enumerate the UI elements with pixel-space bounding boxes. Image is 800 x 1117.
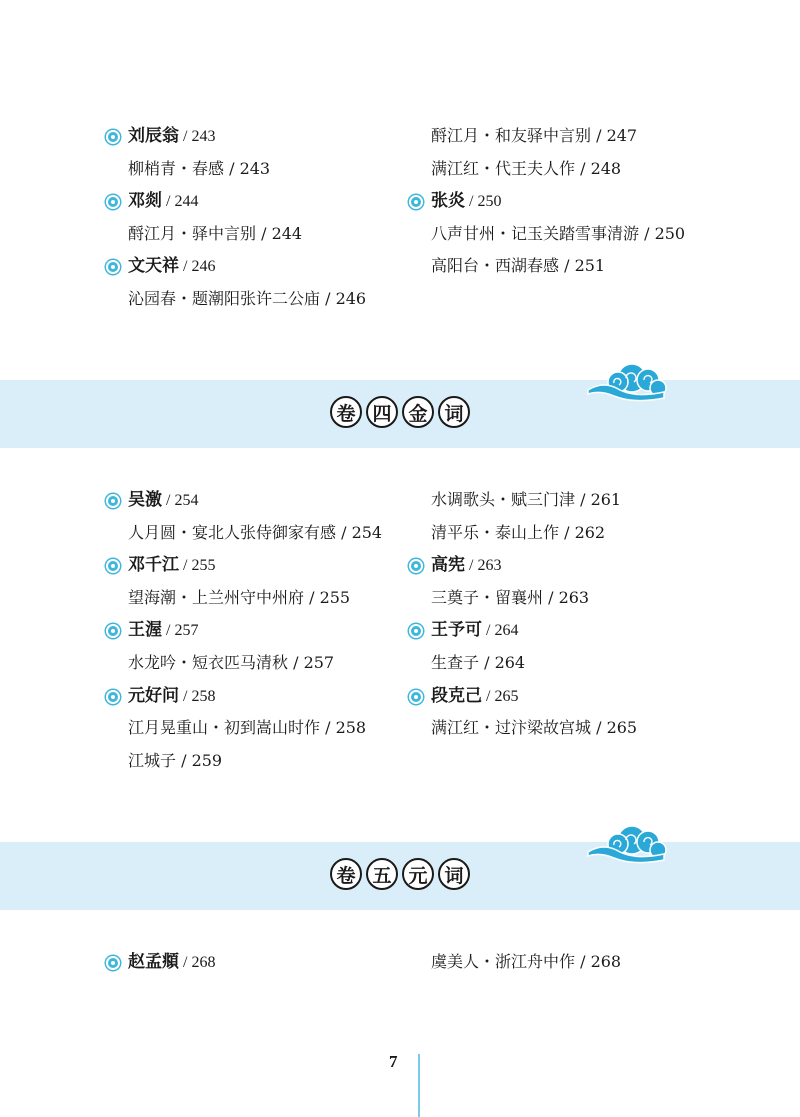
toc-author xyxy=(128,620,198,641)
volume-title-char: 词 xyxy=(438,858,470,890)
toc-poem-title: 江城子 / 259 xyxy=(128,750,223,770)
bullet-icon xyxy=(411,626,421,636)
bullet-icon xyxy=(108,197,118,207)
toc-poem-title: 清平乐・泰山上作 / 262 xyxy=(431,522,606,542)
bullet-icon xyxy=(108,262,118,272)
author-page: / 246 xyxy=(179,258,216,276)
author-page: / 243 xyxy=(179,128,216,145)
bullet-icon xyxy=(411,561,421,571)
author-page: / 265 xyxy=(482,687,519,705)
bullet-icon xyxy=(411,197,421,207)
toc-poem-title: 酹江月・和友驿中言别 / 247 xyxy=(431,126,638,145)
footer-divider xyxy=(418,1054,420,1117)
toc-poem-title: 望海潮・上兰州守中州府 / 255 xyxy=(128,587,351,607)
author-name: 刘辰翁 xyxy=(128,126,179,146)
author-name: 邓千江 xyxy=(128,555,179,576)
toc-poem-title: 酹江月・驿中言别 / 244 xyxy=(128,223,303,243)
author-name: 高宪 xyxy=(431,555,465,576)
toc-author xyxy=(431,686,518,707)
bullet-icon xyxy=(108,496,118,506)
author-name: 吴激 xyxy=(128,490,162,510)
toc-author xyxy=(431,555,501,576)
toc-poem-title: 沁园春・题潮阳张许二公庙 / 246 xyxy=(128,289,367,308)
author-name: 赵孟頫 xyxy=(128,952,179,972)
toc-author xyxy=(128,490,198,511)
author-page: / 255 xyxy=(179,557,216,575)
toc-poem-title: 江月晃重山・初到嵩山时作 / 258 xyxy=(128,718,367,738)
bullet-icon xyxy=(411,692,421,702)
toc-poem-title: 三奠子・留襄州 / 263 xyxy=(431,587,590,607)
author-page: / 268 xyxy=(179,954,216,971)
author-name: 文天祥 xyxy=(128,256,179,277)
volume-title-char: 五 xyxy=(366,858,398,890)
volume-title-4 xyxy=(0,396,800,428)
author-name: 邓剡 xyxy=(128,191,162,212)
volume-title-char: 金 xyxy=(402,396,434,428)
toc-author xyxy=(431,620,518,641)
author-page: / 264 xyxy=(482,622,519,640)
toc-poem-title: 高阳台・西湖春感 / 251 xyxy=(431,256,606,276)
toc-poem-title: 虞美人・浙江舟中作 / 268 xyxy=(431,952,622,971)
toc-poem-title: 生查子 / 264 xyxy=(431,653,526,672)
toc-poem-title: 满江红・代王夫人作 / 248 xyxy=(431,158,622,178)
volume-title-char: 元 xyxy=(402,858,434,890)
author-page: / 250 xyxy=(465,193,502,211)
toc-poem-title: 水龙吟・短衣匹马清秋 / 257 xyxy=(128,653,335,672)
author-page: / 257 xyxy=(162,622,199,640)
author-page: / 263 xyxy=(465,557,502,575)
author-name: 段克己 xyxy=(431,685,482,706)
toc-author xyxy=(128,952,215,973)
author-name: 王渥 xyxy=(128,620,162,641)
toc-poem-title: 八声甘州・记玉关踏雪事清游 / 250 xyxy=(431,223,686,243)
volume-title-char: 卷 xyxy=(330,858,362,890)
volume-title-char: 卷 xyxy=(330,396,362,428)
toc-author xyxy=(128,191,198,212)
bullet-icon xyxy=(108,626,118,636)
author-name: 王予可 xyxy=(431,620,482,641)
bullet-icon xyxy=(108,958,118,968)
volume-title-char: 四 xyxy=(366,396,398,428)
author-page: / 258 xyxy=(179,687,216,705)
volume-title-5 xyxy=(0,858,800,890)
toc-author xyxy=(128,126,215,147)
author-name: 张炎 xyxy=(431,191,465,212)
toc-author xyxy=(128,256,215,277)
bullet-icon xyxy=(108,561,118,571)
bullet-icon xyxy=(108,132,118,142)
toc-author xyxy=(128,686,215,707)
volume-title-char: 词 xyxy=(438,396,470,428)
toc-author xyxy=(128,555,215,576)
author-page: / 244 xyxy=(162,193,199,211)
toc-poem-title: 水调歌头・赋三门津 / 261 xyxy=(431,490,622,509)
page-number: 7 xyxy=(389,1052,398,1071)
toc-author xyxy=(431,191,501,212)
author-page: / 254 xyxy=(162,492,199,509)
toc-poem-title: 满江红・过汴梁故宫城 / 265 xyxy=(431,718,638,738)
toc-poem-title: 人月圆・宴北人张侍御家有感 / 254 xyxy=(128,522,383,542)
author-name: 元好问 xyxy=(128,685,179,706)
bullet-icon xyxy=(108,692,118,702)
toc-poem-title: 柳梢青・春感 / 243 xyxy=(128,158,271,178)
